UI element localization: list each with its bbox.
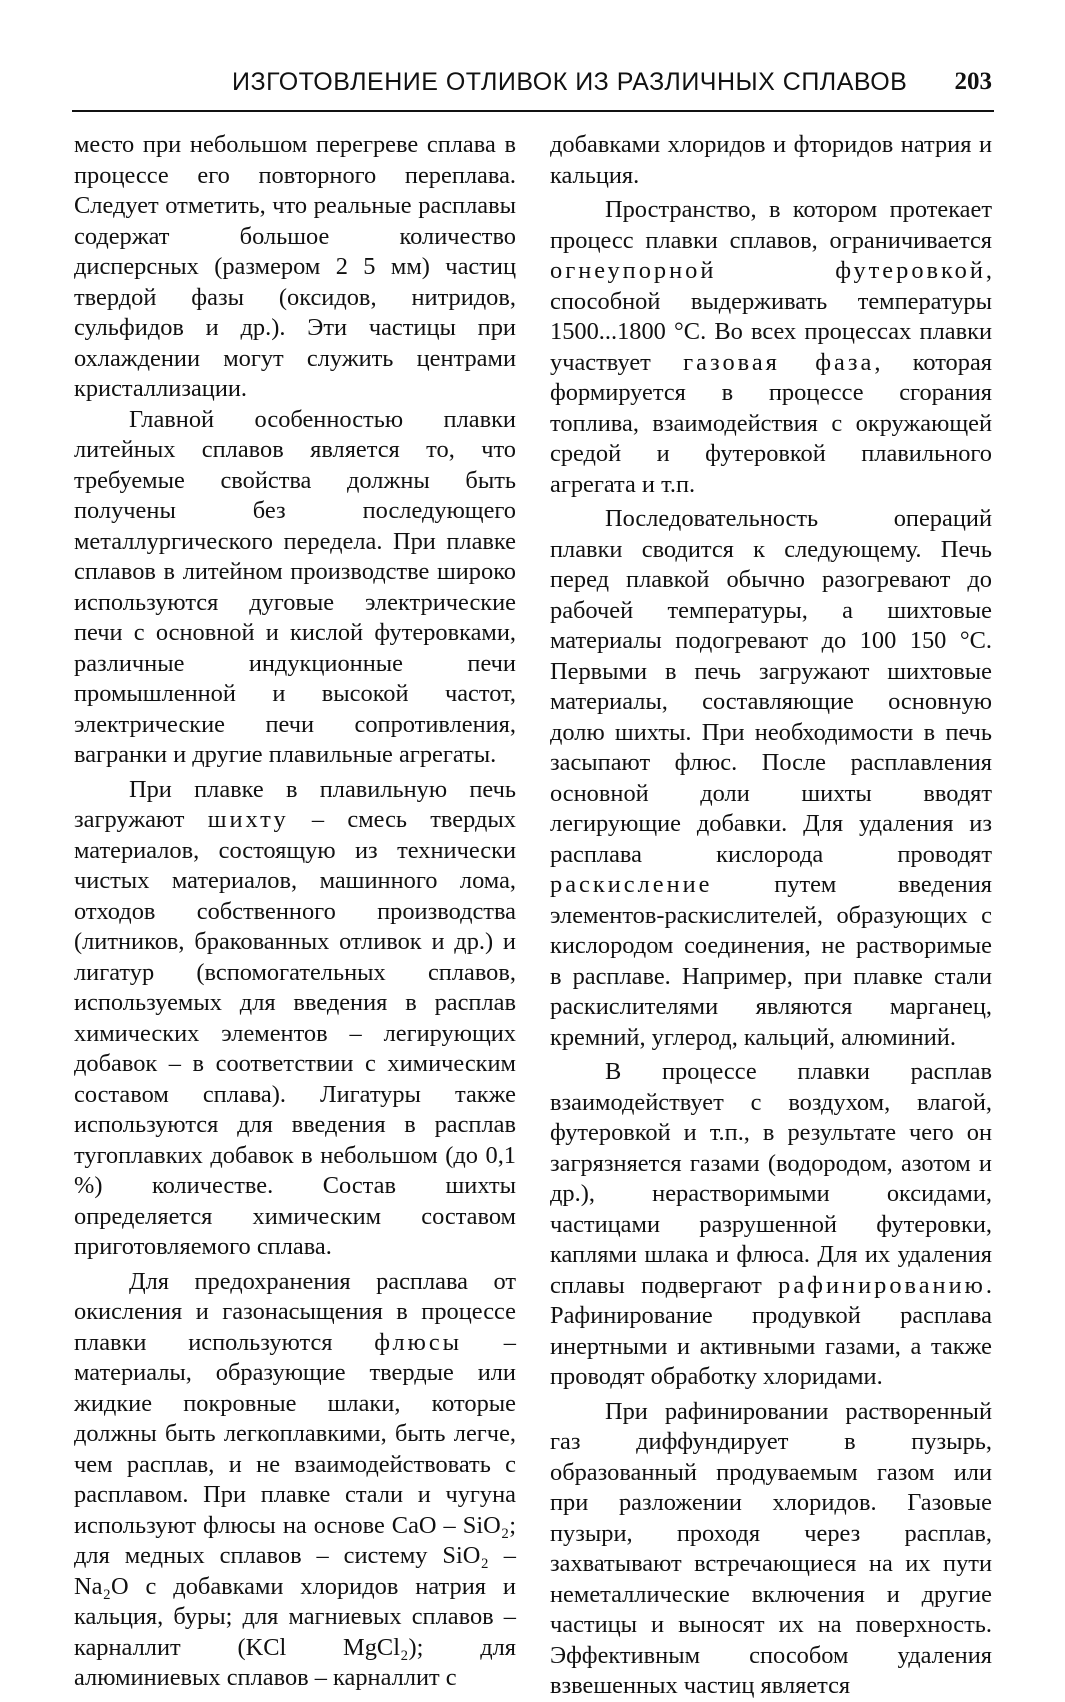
header-rule: [72, 110, 994, 112]
paragraph: [74, 775, 516, 1263]
term-emphasis: раскисление: [550, 871, 713, 898]
paragraph: [74, 405, 516, 771]
paragraph-text: добавками хлоридов и фторидов натрия и кальция.: [550, 131, 992, 189]
paragraph-text: При плавке в плавильную печь загружают: [74, 775, 516, 833]
right-column: [550, 130, 992, 1702]
paragraph: [74, 130, 516, 405]
paragraph-text: , способной выдерживать температуры 1500...1800 °С. Во всех процессах плавки участвует: [550, 257, 992, 376]
running-title: ИЗГОТОВЛЕНИЕ ОТЛИВОК ИЗ РАЗЛИЧНЫХ СПЛАВОВ: [232, 68, 908, 96]
paragraph: [550, 130, 992, 191]
paragraph: [550, 1397, 992, 1702]
paragraph-text: Последовательность операций плавки сводится к следующему. Печь перед плавкой обычно разогревают до рабочей температуры, а шихтовые материалы подогревают до 100 150 °С. Первыми в печь загружают шихтовые материалы, составляющие основную долю шихты. При необходимости в печь засыпают флюс. После расплавления основной доли шихты вводят легирующие добавки. Для удаления из расплава кислорода проводят: [550, 505, 992, 868]
paragraph-text: . Рафинирование продувкой расплава инертными и активными газами, а также проводят обработку хлоридами.: [550, 1271, 992, 1390]
term-emphasis: огнеупорной футеровкой: [550, 257, 986, 284]
paragraph-text: В процессе плавки расплав взаимодействует с воздухом, влагой, футеровкой и т.п., в результате чего он загрязняется газами (водородом, азотом и др.), нерастворимыми оксидами, частицами разрушенной футеровки, каплями шлака и флюса. Для их удаления сплавы подвергают: [550, 1058, 992, 1299]
term-emphasis: рафинированию: [778, 1271, 986, 1299]
paragraph-text: , которая формируется в процессе сгорания топлива, взаимодействия с окружающей средой и футеровкой плавильного агрегата и т.п.: [550, 348, 992, 498]
term-emphasis: флюсы: [374, 1328, 463, 1356]
paragraph-text: Главной особенностью плавки литейных сплавов является то, что требуемые свойства должны быть получены без последующего металлургического передела. При плавке сплавов в литейном производстве широко используются дуговые электрические печи с основной и кислой футеровками, различные индукционные печи промышленной и высокой частот, электрические печи сопротивления, вагранки и другие плавильные агрегаты.: [74, 405, 516, 768]
paragraph-text: При рафинировании растворенный газ диффундирует в пузырь, образованный продуваемым газом или при разложении хлоридов. Газовые пузыри, проходя через расплав, захватывают встречающиеся на их пути неметаллические включения и другие частицы и выносят их на поверхность. Эффективным способом удаления взвешенных частиц является: [550, 1397, 992, 1699]
paragraph-text: – материалы, образующие твердые или жидкие покровные шлаки, которые должны быть легкоплавкими, быть легче, чем расплав, и не взаимодействовать с расплавом. При плавке стали и чугуна используют флюсы на основе CaO – SiO₂; для медных сплавов – систему SiO₂ – Na₂O с добавками хлоридов натрия и кальция, буры; для магниевых сплавов – карналлит (KCl MgCl₂); для алюминиевых сплавов – карналлит с: [74, 1328, 517, 1691]
paragraph-text: Для предохранения расплава от окисления и газонасыщения в процессе плавки используются: [74, 1267, 516, 1356]
paragraph: [550, 504, 992, 1053]
paragraph-text: – смесь твердых материалов, состоящую из технически чистых материалов, машинного лома, отходов собственного производства (литников, бракованных отливок и др.) и лигатур (вспомогательных сплавов, используемых для введения в расплав химических элементов – легирующих добавок – в соответствии с химическим составом сплава). Лигатуры также используются для введения в расплав тугоплавких добавок в небольшом (до 0,1 %) количестве. Состав шихты определяется химическим составом приготовляемого сплава.: [74, 806, 516, 1260]
left-column: [74, 130, 516, 1694]
paragraph: [550, 1057, 992, 1393]
page-number: 203: [954, 68, 992, 95]
running-header: [72, 64, 992, 104]
paragraph: [550, 195, 992, 500]
paragraph-text: путем введения элементов-раскислителей, образующих с кислородом соединения, не растворимые в расплаве. Например, при плавке стали раскислителями являются марганец, кремний, углерод, кальций, алюминий.: [550, 871, 992, 1051]
paragraph-text: место при небольшом перегреве сплава в процессе его повторного переплава. Следует отметить, что реальные расплавы содержат большое количество дисперсных (размером 2 5 мм) частиц твердой фазы (оксидов, нитридов, сульфидов и др.). Эти частицы при охлаждении могут служить центрами кристаллизации.: [74, 131, 516, 402]
paragraph-text: Пространство, в котором протекает процесс плавки сплавов, ограничивается: [550, 196, 992, 254]
term-emphasis: газовая фаза: [683, 348, 875, 376]
paragraph: [74, 1267, 516, 1694]
term-emphasis: шихту: [207, 806, 289, 833]
